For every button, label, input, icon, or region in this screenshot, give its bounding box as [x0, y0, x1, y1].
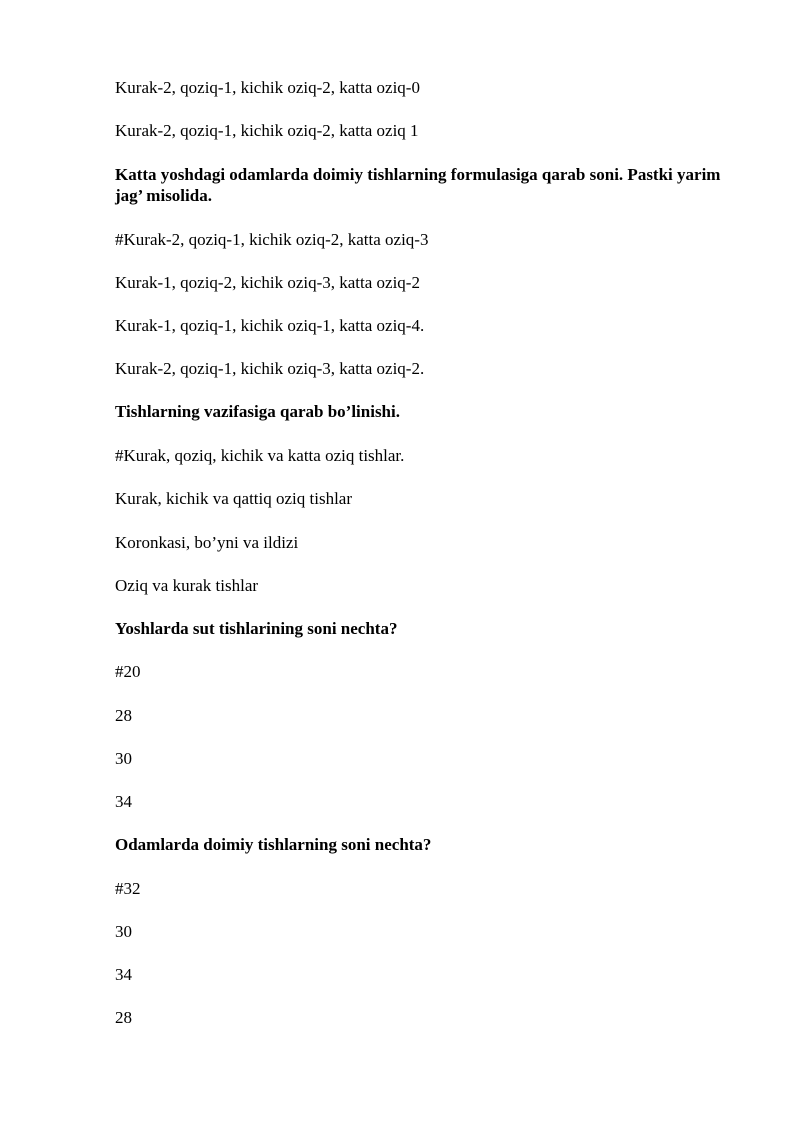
answer-option-correct: #32 — [115, 879, 141, 898]
answer-option: 34 — [115, 792, 132, 811]
question-heading: Yoshlarda sut tishlarining soni nechta? — [115, 619, 398, 638]
answer-option: 28 — [115, 1008, 132, 1027]
answer-option: Koronkasi, bo’yni va ildizi — [115, 533, 299, 552]
answer-option: 34 — [115, 965, 132, 984]
question-heading: Odamlarda doimiy tishlarning soni nechta? — [115, 835, 432, 854]
answer-option: Kurak-1, qoziq-1, kichik oziq-1, katta oziq-4. — [115, 316, 425, 335]
answer-option: Kurak-1, qoziq-2, kichik oziq-3, katta oziq-2 — [115, 273, 420, 292]
answer-option: 28 — [115, 706, 132, 725]
answer-option: Kurak, kichik va qattiq oziq tishlar — [115, 489, 352, 508]
question-heading: Tishlarning vazifasiga qarab bo’linishi. — [115, 402, 400, 421]
answer-option-correct: #20 — [115, 662, 141, 681]
answer-option: Kurak-2, qoziq-1, kichik oziq-2, katta oziq 1 — [115, 121, 419, 140]
answer-option: Kurak-2, qoziq-1, kichik oziq-3, katta oziq-2. — [115, 359, 425, 378]
answer-option-correct: #Kurak-2, qoziq-1, kichik oziq-2, katta oziq-3 — [115, 230, 429, 249]
answer-option: 30 — [115, 922, 132, 941]
answer-option: Oziq va kurak tishlar — [115, 576, 259, 595]
answer-option: 30 — [115, 749, 132, 768]
question-heading: Katta yoshdagi odamlarda doimiy tishlarning formulasiga qarab soni. Pastki yarim jag’ misolida. — [115, 165, 725, 205]
answer-option: Kurak-2, qoziq-1, kichik oziq-2, katta oziq-0 — [115, 78, 420, 97]
answer-option-correct: #Kurak, qoziq, kichik va katta oziq tishlar. — [115, 446, 405, 465]
